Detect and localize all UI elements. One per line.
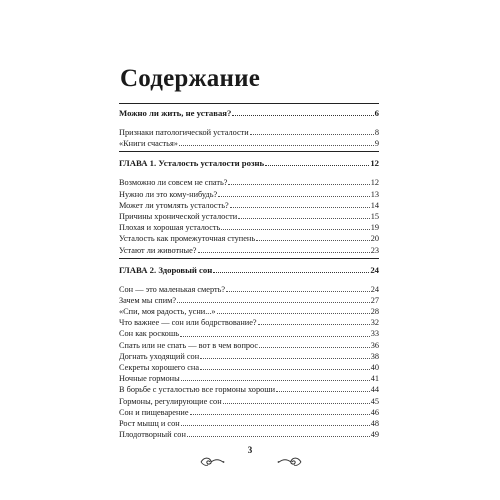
toc-entry-page: 49 [370, 430, 379, 440]
toc-entry-page: 40 [370, 363, 379, 372]
leader-dots [228, 184, 369, 185]
leader-dots [181, 380, 370, 381]
toc-entry-page: 27 [370, 295, 379, 305]
toc-heading-label: Можно ли жить, не уставая? [119, 108, 232, 118]
toc-entry-label: Нужно ли это кому-нибудь? [119, 189, 218, 199]
leader-dots [226, 291, 370, 292]
leader-dots [217, 313, 370, 314]
toc-entry[interactable] [119, 177, 379, 188]
toc-entry[interactable] [119, 138, 379, 149]
leader-dots [230, 207, 370, 208]
flourish-right-icon [277, 456, 303, 468]
toc-entry[interactable] [119, 351, 379, 362]
toc-entry-page: 14 [370, 200, 379, 210]
page-title: Содержание [120, 65, 261, 92]
leader-dots [256, 240, 370, 241]
toc-entry[interactable] [119, 200, 379, 211]
toc-entry[interactable] [119, 362, 379, 373]
leader-dots [232, 115, 373, 116]
toc-entry[interactable] [119, 373, 379, 384]
toc-entry-page: 46 [370, 407, 379, 417]
toc-entry-page: 23 [370, 245, 379, 255]
leader-dots [179, 145, 374, 146]
toc-entry-label: Сон и пищеварение [119, 407, 189, 417]
toc-heading-page: 12 [370, 158, 379, 169]
toc-entry-page: 44 [370, 385, 379, 395]
leader-dots [223, 403, 370, 404]
toc-entry[interactable] [119, 306, 379, 317]
toc-entry-label: Плодотворный сон [119, 430, 186, 440]
leader-dots [213, 272, 369, 273]
toc-entry[interactable] [119, 384, 379, 395]
toc-entry-page: 45 [370, 396, 379, 406]
toc-heading[interactable] [119, 106, 379, 121]
toc-entry[interactable] [119, 328, 379, 339]
leader-dots [221, 229, 369, 230]
toc-entry[interactable] [119, 407, 379, 418]
toc-entry-label: Сон — это маленькая смерть? [119, 284, 226, 294]
toc-entry-page: 36 [370, 340, 379, 350]
toc-section-chapter-2 [119, 263, 379, 441]
toc-entry[interactable] [119, 295, 379, 306]
toc-entry-label: Плохая и хорошая усталость [119, 223, 221, 233]
toc-entry[interactable] [119, 222, 379, 233]
table-of-contents [119, 106, 379, 440]
toc-entry[interactable] [119, 396, 379, 407]
toc-entry-label: Может ли утомлять усталость? [119, 200, 229, 210]
leader-dots [180, 336, 370, 337]
leader-dots [265, 165, 369, 166]
leader-dots [259, 347, 370, 348]
toc-entry[interactable] [119, 284, 379, 295]
leader-dots [200, 358, 370, 359]
leader-dots [198, 252, 370, 253]
toc-entry-label: В борьбе с усталостью все гормоны хороши [119, 385, 276, 395]
toc-entry-label: Рост мышц и сон [119, 418, 180, 428]
toc-entry-label: Усталость как промежуточная ступень [119, 234, 256, 244]
leader-dots [200, 369, 370, 370]
toc-entry-label: Устают ли животные? [119, 245, 197, 255]
leader-dots [190, 414, 370, 415]
toc-entry-label: Ночные гормоны [119, 374, 180, 384]
toc-entry-page: 19 [370, 223, 379, 233]
toc-entry-label: Что важнее — сон или бодрствование? [119, 318, 257, 328]
toc-entry[interactable] [119, 127, 379, 138]
toc-entry-page: 33 [370, 329, 379, 339]
toc-entry-label: Сон как роскошь [119, 329, 180, 339]
toc-entry[interactable] [119, 317, 379, 328]
page-number: 3 [247, 445, 253, 455]
leader-dots [218, 196, 369, 197]
toc-entry[interactable] [119, 233, 379, 244]
toc-entry-label: Гормоны, регулирующие сон [119, 396, 222, 406]
toc-heading-label: ГЛАВА 2. Здоровый сон [119, 264, 213, 275]
toc-heading-label: ГЛАВА 1. Усталость усталости рознь [119, 158, 265, 169]
toc-entry[interactable] [119, 429, 379, 440]
toc-entry-page: 8 [374, 128, 379, 137]
toc-entry-label: Признаки патологической усталости [119, 128, 249, 137]
toc-entry-page: 9 [374, 139, 379, 149]
toc-heading[interactable] [119, 263, 379, 278]
toc-entry[interactable] [119, 418, 379, 429]
toc-heading-page: 6 [374, 108, 379, 118]
toc-entry-page: 20 [370, 234, 379, 244]
toc-entry-label: Спать или не спать — вот в чем вопрос [119, 340, 259, 350]
toc-entry-label: Зачем мы спим? [119, 295, 177, 305]
leader-dots [181, 425, 370, 426]
toc-heading-page: 24 [370, 264, 379, 275]
flourish-left-icon [199, 456, 225, 468]
toc-entry-label: Догнать уходящий сон [119, 351, 200, 361]
leader-dots [238, 218, 370, 219]
leader-dots [250, 134, 374, 135]
toc-section-intro [119, 106, 379, 152]
leader-dots [177, 302, 370, 303]
toc-entry-page: 15 [370, 211, 379, 221]
leader-dots [276, 391, 370, 392]
toc-entry[interactable] [119, 340, 379, 351]
toc-entry-label: Причины хронической усталости [119, 211, 238, 221]
toc-section-chapter-1 [119, 156, 379, 258]
toc-entry[interactable] [119, 211, 379, 222]
toc-entry-page: 38 [370, 351, 379, 361]
toc-entry-page: 41 [370, 374, 379, 384]
toc-entry[interactable] [119, 245, 379, 256]
toc-entry-page: 28 [370, 307, 379, 317]
leader-dots [258, 324, 370, 325]
toc-entry-page: 12 [370, 178, 379, 188]
toc-entry-label: Возможно ли совсем не спать? [119, 178, 228, 188]
title-divider [119, 103, 379, 104]
toc-entry-page: 32 [370, 318, 379, 328]
toc-entry[interactable] [119, 189, 379, 200]
toc-entry-page: 13 [370, 189, 379, 199]
toc-entry-label: «Спи, моя радость, усни...» [119, 307, 216, 317]
toc-heading[interactable] [119, 156, 379, 171]
toc-entry-label: «Книги счастья» [119, 139, 178, 149]
toc-entry-page: 48 [370, 418, 379, 428]
toc-entry-label: Секреты хорошего сна [119, 363, 200, 372]
toc-entry-page: 24 [370, 284, 379, 294]
leader-dots [187, 436, 370, 437]
